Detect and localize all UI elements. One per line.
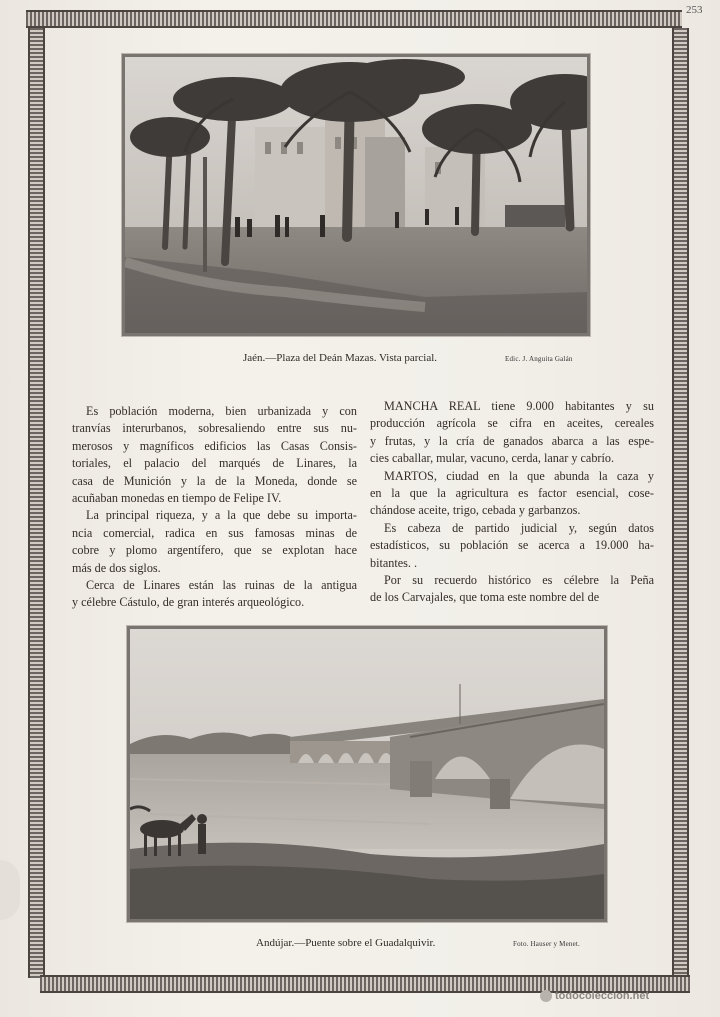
photo1-credit: Edic. J. Anguita Galán <box>505 355 573 363</box>
text-line: cobre y plomo argentífero, que se explotan hace <box>72 543 357 558</box>
text-line: MARTOS, ciudad en la que abunda la caza y <box>384 468 654 483</box>
text-line: y frutas, y la cría de ganados abarca a las espe- <box>370 433 654 448</box>
text-line: ncia comercial, radica en sus famosas minas de <box>72 525 357 540</box>
text-line: merosos y magníficos edificios las Casas Consis- <box>72 438 357 453</box>
decorative-border-top <box>26 10 682 28</box>
photo2-caption: Andújar.—Puente sobre el Guadalquivir. <box>256 937 436 949</box>
text-line: Cerca de Linares están las ruinas de la antigua <box>86 578 357 593</box>
text-line: cies caballar, mular, vacuno, cerda, lanar y cabrío. <box>370 451 614 466</box>
page-number: 253 <box>686 4 703 16</box>
text-line: de los Carvajales, que toma este nombre del de <box>370 590 600 605</box>
watermark-text: todocoleccion.net <box>555 990 650 1002</box>
decorative-border-left <box>28 28 45 978</box>
text-line: Es cabeza de partido judicial y, según datos <box>384 520 654 535</box>
photo-puente-guadalquivir <box>127 626 607 922</box>
text-line: acuñaban monedas en tiempo de Felipe IV. <box>72 491 282 506</box>
text-line: toriales, el palacio del marqués de Linares, la <box>72 456 357 471</box>
photo2-credit: Foto. Hauser y Menet. <box>513 940 580 948</box>
text-line: bitantes. . <box>370 555 418 570</box>
text-line: casa de Munición y la de la Moneda, donde se <box>72 473 357 488</box>
text-line: Por su recuerdo histórico es célebre la Peña <box>384 573 654 588</box>
watermark <box>540 990 649 1002</box>
text-line: en la que la agricultura es factor esencial, cose- <box>370 486 654 501</box>
plaza-photo-image <box>125 57 587 333</box>
photo1-caption: Jaén.—Plaza del Deán Mazas. Vista parcial. <box>243 352 438 364</box>
page-edge-mark <box>0 860 20 920</box>
text-line: más de dos siglos. <box>72 560 161 575</box>
text-line: Es población moderna, bien urbanizada y con <box>86 404 357 418</box>
right-column-lines <box>370 398 654 607</box>
bridge-photo-image <box>130 629 604 919</box>
watermark-logo-icon <box>540 990 552 1002</box>
text-line: y célebre Cástulo, de gran interés arqueológico. <box>72 595 305 610</box>
left-column-lines <box>72 403 357 612</box>
text-line: producción agrícola se cifra en aceites, cereales <box>370 416 654 431</box>
text-line: La principal riqueza, y a la que debe su importa- <box>86 508 357 523</box>
text-line: chándose aceite, trigo, cebada y garbanzos. <box>370 503 581 518</box>
photo-plaza-dean-mazas <box>122 54 590 336</box>
text-line: estadísticos, su población se acerca a 19.000 ha- <box>370 538 654 553</box>
text-line: MANCHA REAL tiene 9.000 habitantes y su <box>384 399 654 413</box>
decorative-border-right <box>672 28 689 978</box>
text-line: tranvías interurbanos, sobresaliendo entre sus nu- <box>72 421 357 436</box>
